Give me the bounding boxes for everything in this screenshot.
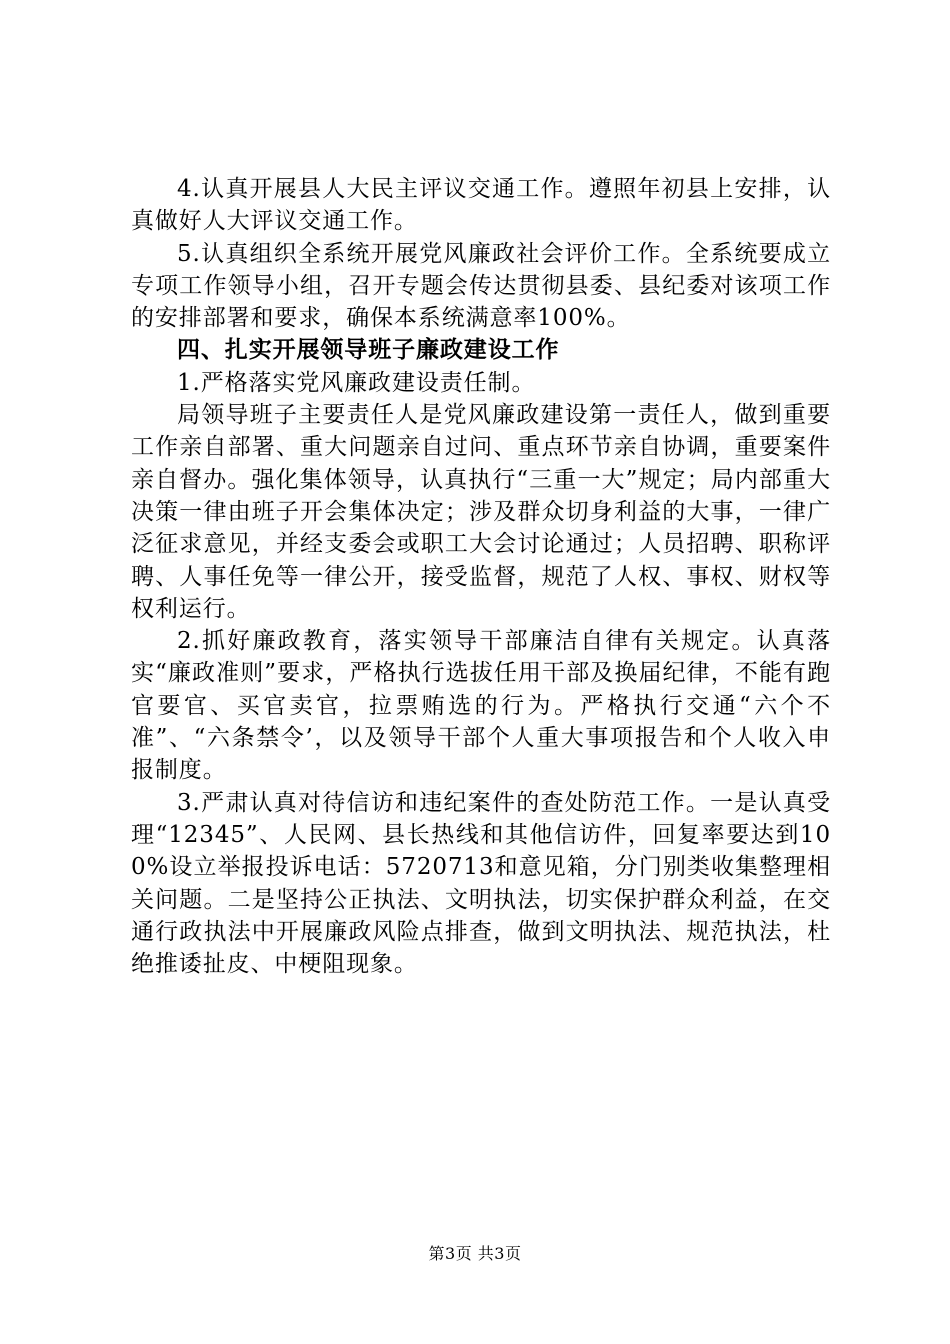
paragraph-subheading-1: 1.严格落实党风廉政建设责任制。 [177,369,536,396]
paragraph-item-2: 2.抓好廉政教育，落实领导干部廉洁自律有关规定。认真落实“廉政准则”要求，严格执行选拔任用干部及换届纪律，不能有跑官要官、买官卖官，拉票贿选的行为。严格执行交通“六个不准”、“六条禁令’，以及领导干部个人重大事项报告和个人收入申报制度。 [131,628,831,784]
paragraph-item-3: 3.严肃认真对待信访和违纪案件的查处防范工作。一是认真受理“12345”、人民网、县长热线和其他信访件，回复率要达到100%设立举报投诉电话：5720713和意见箱，分门别类收集整理相关问题。二是坚持公正执法、文明执法，切实保护群众利益，在交通行政执法中开展廉政风险点排查，做到文明执法、规范执法，杜绝推诿扯皮、中梗阻现象。 [131,789,831,978]
page-number-footer: 第3页 共3页 [428,1244,522,1263]
section-heading-4: 四、扎实开展领导班子廉政建设工作 [177,336,560,364]
paragraph-responsibility: 局领导班子主要责任人是党风廉政建设第一责任人，做到重要工作亲自部署、重大问题亲自过问、重点环节亲自协调，重要案件亲自督办。强化集体领导，认真执行“三重一大”规定；局内部重大决策一律由班子开会集体决定；涉及群众切身利益的大事，一律广泛征求意见，并经支委会或职工大会讨论通过；人员招聘、职称评聘、人事任免等一律公开，接受监督，规范了人权、事权、财权等权利运行。 [131,402,831,622]
document-body [131,173,831,980]
paragraph-item-4: 4.认真开展县人大民主评议交通工作。遵照年初县上安排，认真做好人大评议交通工作。 [131,176,831,235]
paragraph-item-5: 5.认真组织全系统开展党风廉政社会评价工作。全系统要成立专项工作领导小组，召开专题会传达贯彻县委、县纪委对该项工作的安排部署和要求，确保本系统满意率100%。 [131,240,831,332]
